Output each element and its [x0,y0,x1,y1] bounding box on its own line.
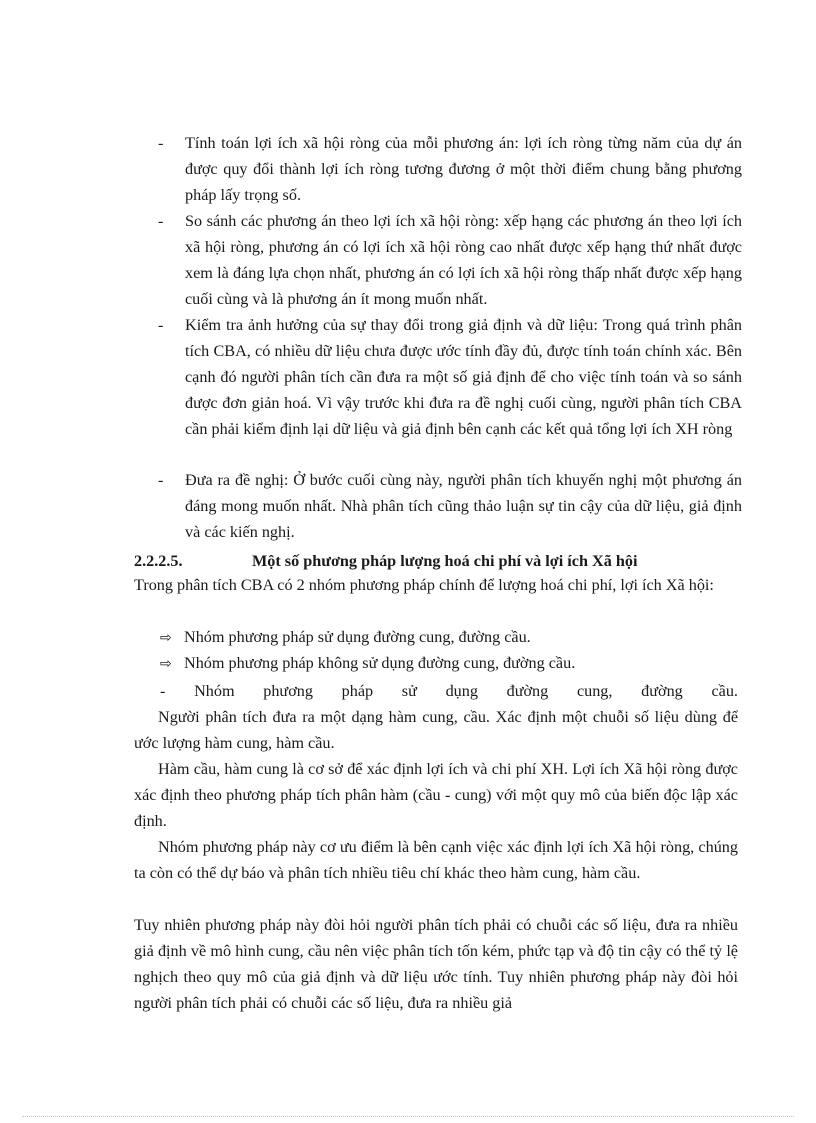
section-number: 2.2.2.5. [134,552,183,570]
body-paragraph: Hàm cầu, hàm cung là cơ sở để xác định lợi ích và chi phí XH. Lợi ích Xã hội ròng được xác định theo phương pháp tích phân hàm (cầu - cung) với một quy mô của biến độc lập xác định. [134,760,738,830]
right-arrow-icon: ⇨ [160,656,172,672]
arrow-item-text: Nhóm phương pháp không sử dụng đường cung, đường cầu. [184,654,576,672]
bullet-dash: - [158,134,164,152]
bullet-item [158,208,742,312]
spread-word: cầu. [711,682,738,700]
section-title: Một số phương pháp lượng hoá chi phí và lợi ích Xã hội [252,552,638,570]
spread-word: phương [263,682,313,700]
body-paragraph: Người phân tích đưa ra một dạng hàm cung, cầu. Xác định một chuỗi số liệu dùng để ước lượng hàm cung, hàm cầu. [134,708,738,752]
bullet-text: Tính toán lợi ích xã hội ròng của mỗi phương án: lợi ích ròng từng năm của dự án được quy đổi thành lợi ích ròng tương đương ở một thời điểm chung bằng phương pháp lấy trọng số. [185,134,742,204]
page-bottom-divider [22,1116,794,1117]
spread-word: dụng [445,682,478,700]
spread-word: đường [641,682,683,700]
spread-word: đường [506,682,549,700]
intro-paragraph: Trong phân tích CBA có 2 nhóm phương pháp chính để lượng hoá chi phí, lợi ích Xã hội: [134,576,714,594]
bullet-dash: - [158,471,164,489]
arrow-item-text: Nhóm phương pháp sử dụng đường cung, đường cầu. [184,628,531,646]
bullet-item [158,130,742,208]
body-paragraph: Tuy nhiên phương pháp này đòi hỏi người phân tích phải có chuỗi các số liệu, đưa ra nhiều giả định về mô hình cung, cầu nên việc phân tích tốn kém, phức tạp và độ tin cậy có thể tỷ lệ nghịch theo quy mô của giả định và dữ liệu ước tính. Tuy nhiên phương pháp này đòi hỏi người phân tích phải có chuỗi các số liệu, đưa ra nhiều giả [134,916,738,1012]
bullet-text: Kiểm tra ảnh hưởng của sự thay đổi trong giả định và dữ liệu: Trong quá trình phân tích CBA, có nhiều dữ liệu chưa được ước tính đầy đủ, được tính toán chính xác. Bên cạnh đó người phân tích cần đưa ra một số giả định để cho việc tính toán và so sánh được đơn giản hoá. Vì vậy trước khi đưa ra đề nghị cuối cùng, người phân tích CBA cần phải kiểm định lại dữ liệu và giả định bên cạnh các kết quả tổng lợi ích XH ròng [185,316,742,438]
bullet-dash: - [158,212,164,230]
body-paragraph: Nhóm phương pháp này cơ ưu điểm là bên cạnh việc xác định lợi ích Xã hội ròng, chúng ta còn có thể dự báo và phân tích nhiều tiêu chí khác theo hàm cung, hàm cầu. [134,838,738,882]
bullet-dash: - [158,316,164,334]
arrow-list-item [160,624,740,651]
spread-word: pháp [341,682,374,700]
spread-word: cung, [576,682,613,700]
spread-word: - [160,682,166,700]
spread-word: Nhóm [194,682,235,700]
bullet-item [158,312,742,442]
spread-word: sử [401,682,417,700]
bullet-text: So sánh các phương án theo lợi ích xã hội ròng: xếp hạng các phương án theo lợi ích xã hội ròng, phương án có lợi ích xã hội ròng cao nhất được xếp hạng thứ nhất được xem là đáng lựa chọn nhất, phương án có lợi ích xã hội ròng thấp nhất được xếp hạng cuối cùng và là phương án ít mong muốn nhất. [185,212,742,308]
right-arrow-icon: ⇨ [160,630,172,646]
section-heading [134,548,744,574]
spread-justified-line [160,678,738,704]
bullet-item [158,467,742,545]
arrow-list-item [160,650,740,677]
bullet-text: Đưa ra đề nghị: Ở bước cuối cùng này, người phân tích khuyến nghị một phương án đáng mong muốn nhất. Nhà phân tích cũng thảo luận sự tin cậy của dữ liệu, giả định và các kiến nghị. [185,471,742,541]
